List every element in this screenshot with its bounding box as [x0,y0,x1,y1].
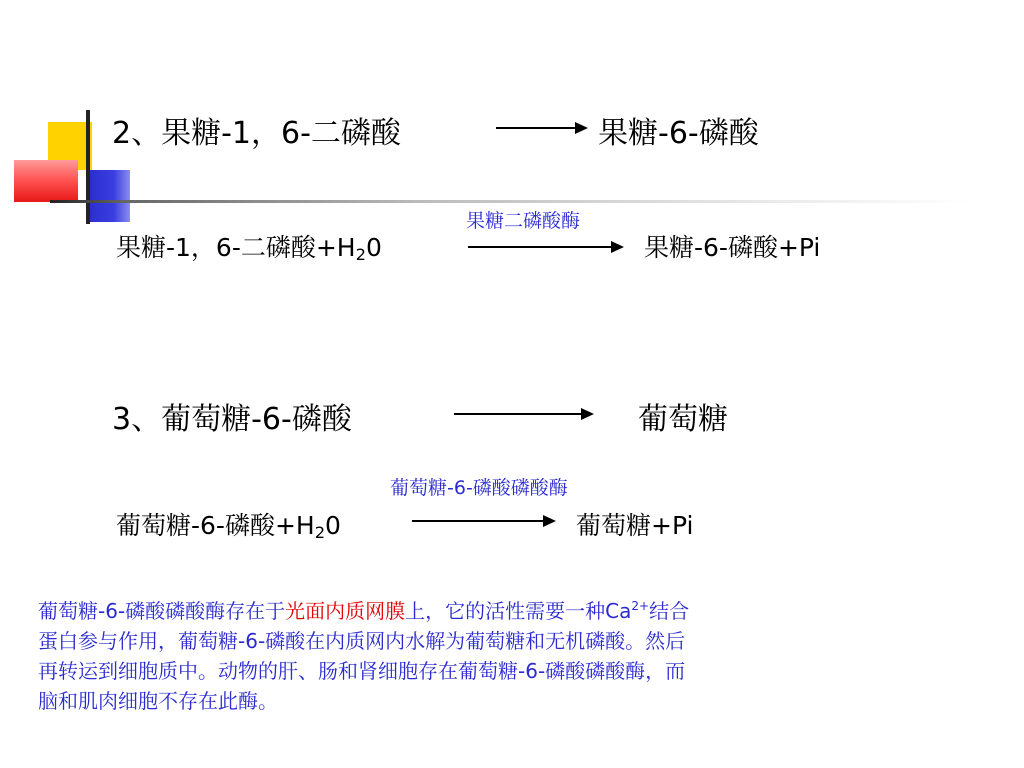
decor-blue-square [90,170,130,222]
section2-enzyme-label: 果糖二磷酸酶 [466,210,581,232]
section3-enzyme-label: 葡萄糖-6-磷酸磷酸酶 [390,477,568,499]
section3-equation-right: 葡萄糖+Pi [576,511,694,540]
section2-equation-arrow [468,240,624,254]
note-line-2: 蛋白参与作用，葡萄糖-6-磷酸在内质网内水解为葡萄糖和无机磷酸。然后 [38,629,686,653]
section3-equation-left: 葡萄糖-6-磷酸$+H_20$ [116,511,341,543]
section2-title-right: 果糖-6-磷酸 [598,116,759,151]
section3-equation-arrow [412,514,556,528]
note-line-4: 脑和肌肉细胞不存在此酶。 [38,689,278,713]
section2-title-left: 2、果糖-1，6-二磷酸 [112,116,401,151]
section2-title-arrow [496,121,588,135]
section2-equation-left: 果糖-1，6-二磷酸$+H_20$ [116,233,382,265]
note-line-1: 葡萄糖-6-磷酸磷酸酶存在于光面内质网膜上，它的活性需要一种$Ca^{2+}$结合 [38,599,690,623]
section2-equation-right: 果糖-6-磷酸+Pi [644,233,821,262]
note-line-3: 再转运到细胞质中。动物的肝、肠和肾细胞存在葡萄糖-6-磷酸磷酸酶，而 [38,659,686,683]
highlight-smooth-er-membrane: 光面内质网膜 [285,599,406,623]
explanation-paragraph [38,596,988,716]
section3-title-right: 葡萄糖 [638,402,728,437]
decor-horizontal-line [50,200,970,203]
section3-title-arrow [454,407,594,421]
decor-vertical-line [86,110,90,224]
decor-red-square [14,160,78,202]
section3-title-left: 3、葡萄糖-6-磷酸 [112,402,352,437]
